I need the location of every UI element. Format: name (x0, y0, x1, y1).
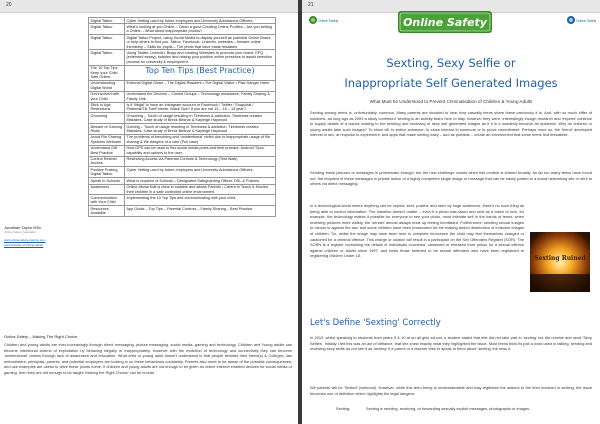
table-cell-description: Online Abuse that is done in suitable and allows Parents / Carers to Teach & Monitor their children in a safe controlled online environment. (125, 184, 276, 195)
table-cell-description: The problems of becoming and 'unintentional' victim due to inappropriate usage of file sharing & the dangers of a cam (Pull case) (125, 134, 276, 145)
table-cell-description: What's looking at you Online – Clean a good Creating Online Profiles – Are you setting a Online – What about inappropriate photos? (125, 24, 276, 35)
table-cell-description: Cyber Vetting used by future employers and University Admissions Officers. (125, 18, 276, 24)
definition-description: Sexting is sending, receiving, or forwarding sexually explicit messages, photographs or images. (366, 406, 531, 411)
left-page (0, 0, 298, 424)
article-title-line2: Inappropriate Self Generated Images (344, 76, 558, 90)
online-safety-logo-right (566, 13, 597, 27)
table-cell-topic: Digital Tattoo (89, 18, 125, 24)
table-cell-topic: Speak to Schools (89, 178, 125, 184)
table-row (89, 206, 276, 217)
article-title-line1: Sexting, Sexy Selfie or (386, 56, 516, 70)
article-paragraph-2: Sending these pictures or messages is problematic enough, but the new challenge comes when this content is shared broadly. As far too many teens have found out, the recipient of these messages in private action of a highly competent single image or message that can be easily posted to a social networking site or sent to others via direct messaging. (310, 170, 592, 187)
table-cell-topic: Digital Tattoo (89, 50, 125, 65)
image-caption-text: Sexting Ruined (534, 255, 586, 262)
definition-term: Sexting: (336, 406, 351, 411)
author-subtitle: Online Safety Specialist (4, 230, 36, 234)
table-cell-description: Gaming – Touch of usage resulting in Tiredness & addiction, Tiredness creates Mistakes. Case study of Breck Bednar & Kayleigh Haywood (125, 124, 276, 135)
table-row (89, 24, 276, 35)
sexting-definition (336, 406, 586, 411)
table-cell-description: Understand the Devices – Closed Groups – Technology assistance, Family Sharing & Family Link. (125, 91, 276, 102)
table-row (89, 102, 276, 113)
table-cell-topic: Awareness (89, 184, 125, 195)
article-paragraph-4: In 2012, whilst speaking to students from years 9 & 10 at an all girls school, a student stated that she did not take part in 'sexting' but did receive and send 'Sexy Selfies'. Initially I felt this was an act of defiance, that she knew exactly what they highlighted the issue. Most teens think its just a word used in talking, sending and receiving sexy selfie do not see it as 'sexting' if a parent or a teacher tries to speak to them about 'sexting' the miss it. (310, 335, 592, 352)
article-title (312, 53, 590, 93)
table-row (89, 156, 276, 167)
author-name: Jonathan Taylor MSc (4, 225, 42, 230)
table-cell-topic: Understand Gift Best Practice (89, 145, 125, 156)
table-row (89, 91, 276, 102)
table-row (89, 80, 276, 91)
workshop-table (88, 17, 276, 217)
table-cell-topic: Control Restrict Access (89, 156, 125, 167)
table-cell-topic: Digital Tattoo (89, 35, 125, 50)
table-cell-description: Is it 'illegal' to have an Instagram account or Facebook / Twitter / Snapchat / Pinterest/Tik Tok/Fortnite, Black Ops? If you are not 13 – 16 – 13 year? (125, 102, 276, 113)
table-row (89, 124, 276, 135)
table-cell-topic: Avoid File Sharing Systems Webcam (89, 134, 125, 145)
table-caption: Online Safety – Making The Right Choice (4, 334, 78, 339)
table-cell-description: How GPS can be used to find social media posts and best practice. Android 'Sync' capability and options to the user. (125, 145, 276, 156)
table-row (89, 167, 276, 178)
table-cell-description: App Guide – Top Tips – Parental Controls – Family Sharing – Best Practice (125, 206, 276, 217)
article-paragraph-3: In a technological world where anything can be copied, sent, posted, and seen by huge audiences, there's no such thing as being able to control information. The intention doesn't matter – even if a photo was taken and sent as a token of love, for example, the technology makes it possible for everyone to see your photo, most intimate self in the hands of teens, when receiving pictures more widely, the 'sender' almost always ends up feeling humiliated. Furthermore, sending sexual images to minors is against the law, and some children have been prosecuted for the making and/or distribution of indecent images of children. So, whilst the image may have been sent in complete innocence the child may find themselves charged or cautioned for a criminal offence. This charge or caution will result in a participant on the Sex Offenders Register (SOR). The SORN is a register containing the details of individuals convicted, cautioned or released from prison for a sexual offence against children or adults since 1997, and limits those believed to be sexual offenders who have been registered to registering children Under 18. (310, 203, 524, 259)
table-row (89, 134, 276, 145)
table-row (89, 50, 276, 65)
table-cell-description: Digital Tattoo Project, using Social Media to display yourself as potential Online Brand, or help others to find you. Tattoo, Facebook, LinkedIn, websites – beware online friendship – Skills for pupils – The photo that have made mistakes (125, 35, 276, 50)
article-paragraph-1: Sexting among teens is, unfortunately, common. Many parents are shocked to hear how casually teens share these previously it is. And, with so much differ of solutions, as long ago as 2009 a study confirmed 'sexting is an activity that's here to stay, however they were. Interestingly though research and 'experts' continue to supply details of a issues relating to the sending and receiving of sexy self generated images as if it is a suddenly become an epidemic. Why do children or young adults take such images? To show off, to entice someone, to show interest in someone or to prove commitment. Perhaps more so, the 'friend' developed interest in sex, an impulse to experiment, and apps that make sexting easy – and as portable – create an environment that some teens find irresistible. (310, 110, 592, 138)
table-row (89, 113, 276, 124)
table-cell-description: What is required of Schools – Designated Safeguarding Officer, DSL & Policies. (125, 178, 276, 184)
left-body-paragraph: Children and young adults are ever-increasingly through direct messaging, picture messaging, social media, gaming and technology. Children and Young adults can become intentional victims of exploitation by behaving illegally or inappropriately; however with the evolution of technology and connectivity they can become 'unintentional' victims through lack of awareness and education. What child or young adult doesn't understand is that people besides their friend(s) & Colleges, law enforcement, principals, parents, and potential employers are looking in on these behaviours constantly. Parents also need to be aware of the possible consequences, and use examples are useful to drive these points home. If children and young adults are old enough to be given an online internet enabled devices for social media or gaming, then they are old enough to be taught 'Making the Right Choice' can be crucial. (4, 342, 292, 375)
table-row (89, 195, 276, 206)
table-cell-topic: Digital Tattoo (89, 24, 125, 35)
article-paragraph-5: We parents will be 'Sexted' (vs/boost). However, while this term being is understandable and may legitimise the actions to the teen involved in sexting, the issue becomes one of definition which highlights the legal dangers: (310, 385, 592, 396)
banner-text: Online Safety (403, 16, 487, 29)
table-cell-topic: Get involved with your Child (89, 91, 125, 102)
online-safety-logo-left (308, 13, 339, 27)
left-page-number: 20 (6, 2, 12, 8)
section-heading: Let's Define 'Sexting' Correctly (310, 318, 441, 328)
right-page (302, 0, 600, 424)
online-safety-banner (398, 11, 492, 33)
author-link-website[interactable]: www.online-safety-training.com (4, 238, 46, 242)
table-cell-topic: Grooming (89, 113, 125, 124)
table-row (89, 145, 276, 156)
table-cell-description: Using Twitter, LinkedIn, Blogs and creating Websites to promote your brand, EPQ (extended essay), hobbies and raising your positive online presence to assist selection process for university & employment. (125, 50, 276, 65)
table-cell-topic: Beware of Gaming Risks (89, 124, 125, 135)
table-cell-description: Implementing the 10 Top Tips and communicating with your child. (125, 195, 276, 206)
table-cell-topic: Communication with Your Child (89, 195, 125, 206)
right-page-number: 21 (308, 2, 314, 8)
table-cell-description: Grooming – Touch of usage resulting in Tiredness & addiction, Tiredness creates Mistakes. Case study of Breck Bednar & Kayleigh Haywood (125, 113, 276, 124)
table-cell-description: Cyber Vetting used by future employers and University Admissions Officers. (125, 167, 276, 178)
table-cell-topic: Positive Posting Digital Tattoo (89, 167, 125, 178)
table-cell-topic: Resources Available (89, 206, 125, 217)
author-block (4, 225, 84, 248)
article-subtitle: What Must be Understood to Prevent Criminalisation of Children & Young Adults (369, 99, 533, 104)
author-link-linkedin[interactable]: www.linkedin.com/in/jonathan (4, 243, 44, 247)
table-cell-topic: The 10 Top Tips Keep your Child Safe Online (89, 65, 125, 80)
sexting-ruined-image (530, 232, 590, 292)
table-row (89, 184, 276, 195)
logo-right-text: Online Safety (576, 19, 597, 23)
top-ten-tips-heading: Top Ten Tips (Best Practice) (125, 65, 276, 80)
table-row (89, 65, 276, 80)
table-cell-description: Restricting Access via Parental Controls & Technology (Test Walk) (125, 156, 276, 167)
table-cell-topic: Understanding Digital World (89, 80, 125, 91)
table-cell-topic: Stick to Age Restrictions (89, 102, 125, 113)
table-row (89, 35, 276, 50)
left-page-header-strip (0, 0, 298, 13)
logo-left-text: Online Safety (318, 19, 339, 23)
table-cell-description: External Digital Globe – The Digital Resident • The Digital Visitor • Risk Danger Harm (125, 80, 276, 91)
